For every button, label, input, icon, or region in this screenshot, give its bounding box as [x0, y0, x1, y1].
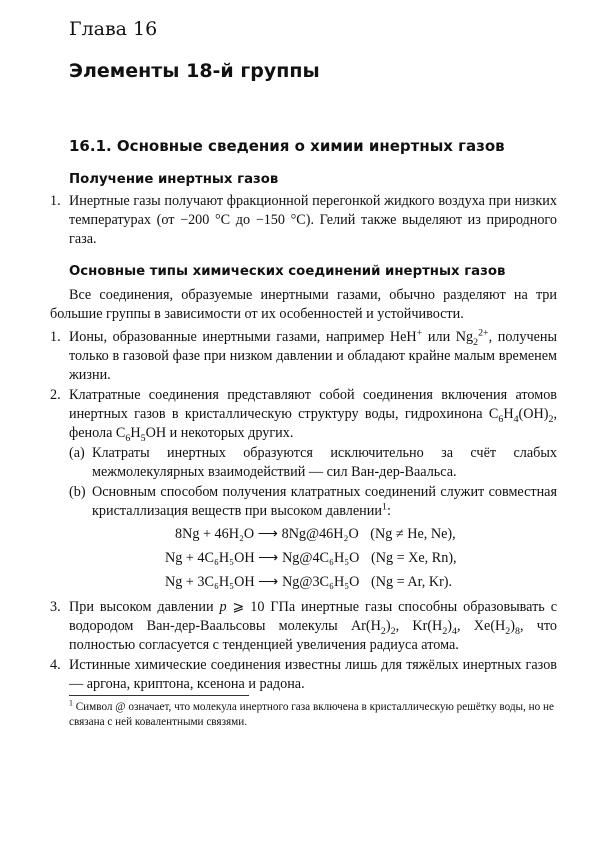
- equation-row: [175, 526, 456, 543]
- subitem-crystallization: Основным способом получения клатратных соединений служит совместная кристаллизация веществ при высоком давлении$^1$:: [92, 484, 557, 519]
- subitem-label: (a): [69, 445, 85, 461]
- arrow-icon: ⟶: [258, 550, 279, 566]
- item-number: 1.: [50, 193, 61, 209]
- arrow-icon: ⟶: [257, 526, 279, 542]
- list-item-number: 4.: [50, 657, 61, 673]
- equation-condition: (Ng = Xe, Rn),: [370, 550, 457, 566]
- section-title: 16.1. Основные сведения о химии инертных газов: [69, 137, 505, 155]
- equation-row: [165, 550, 457, 567]
- intro-paragraph: Все соединения, образуемые инертными газами, обычно разделяют на три большие группы в зависимости от их особенностей и устойчивости.: [50, 287, 557, 322]
- arrow-icon: ⟶: [258, 574, 279, 590]
- subsection-title-compound-types: Основные типы химических соединений инертных газов: [69, 264, 506, 279]
- subitem-vdw: Клатраты инертных образуются исключительно за счёт слабых межмолекулярных взаимодействий — сил Ван-дер-Ваальса.: [92, 445, 557, 480]
- list-item-true-compounds: Истинные химические соединения известны лишь для тяжёлых инертных газов — аргона, криптона, ксенона и радона.: [69, 657, 557, 692]
- equation-rhs: Ng@4C₆H₅O: [282, 550, 360, 566]
- footnote-divider: [69, 695, 249, 696]
- equation-rhs: Ng@3C₆H₅O: [282, 574, 360, 590]
- equation-condition: (Ng = Ar, Kr).: [370, 574, 453, 590]
- list-item-number: 3.: [50, 599, 61, 615]
- footnote: [69, 700, 559, 730]
- list-item-clathrates: Клатратные соединения представляют собой соединения включения атомов инертных газов в кристаллическую структуру воды, гидрохинона $C_6H_4(OH)_2$, фенола $C_6H_5OH$ и некоторых других.: [69, 387, 557, 444]
- chapter-title: Элементы 18-й группы: [69, 60, 320, 82]
- footnote-marker: 1: [381, 501, 387, 513]
- equation-condition: (Ng ≠ He, Ne),: [370, 526, 456, 542]
- list-item-number: 1.: [50, 329, 61, 345]
- subitem-label: (b): [69, 484, 86, 500]
- footnote-text: Символ @ означает, что молекула инертного газа включена в кристаллическую решётку воды, но не связана с ней ковалентными связями.: [69, 701, 554, 728]
- subsection-title-obtaining: Получение инертных газов: [69, 172, 279, 187]
- chapter-label: Глава 16: [69, 18, 158, 40]
- item-obtaining-text: Инертные газы получают фракционной перегонкой жидкого воздуха при низких температурах (от −200 °C до −150 °C). Гелий также выделяют из природного газа.: [69, 193, 557, 247]
- equation-lhs: Ng + 3C₆H₅OH: [165, 574, 255, 590]
- list-item-high-pressure: При высоком давлении p ⩾ 10 ГПа инертные газы способны образовывать с водородом Ван-дер-Ваальсовы молекулы $Ar(H_2)_2$, $Kr(H_2)_4$, $Xe(H_2)_8$, что полностью согласуется с тенденцией увеличения радиуса атома.: [69, 599, 558, 653]
- equation-lhs: Ng + 4C₆H₅OH: [165, 550, 255, 566]
- list-item-ions: Ионы, образованные инертными газами, например HeH+ или $Ng_2^{2+}$, получены только в газовой фазе при низком давлении и обладают крайне малым временем жизни.: [69, 327, 557, 383]
- list-item-number: 2.: [50, 387, 61, 403]
- footnote-number: 1: [69, 698, 73, 708]
- equation-lhs: 8Ng + 46H₂O: [175, 526, 255, 542]
- equation-row: [165, 574, 452, 591]
- equation-rhs: 8Ng@46H₂O: [281, 526, 359, 542]
